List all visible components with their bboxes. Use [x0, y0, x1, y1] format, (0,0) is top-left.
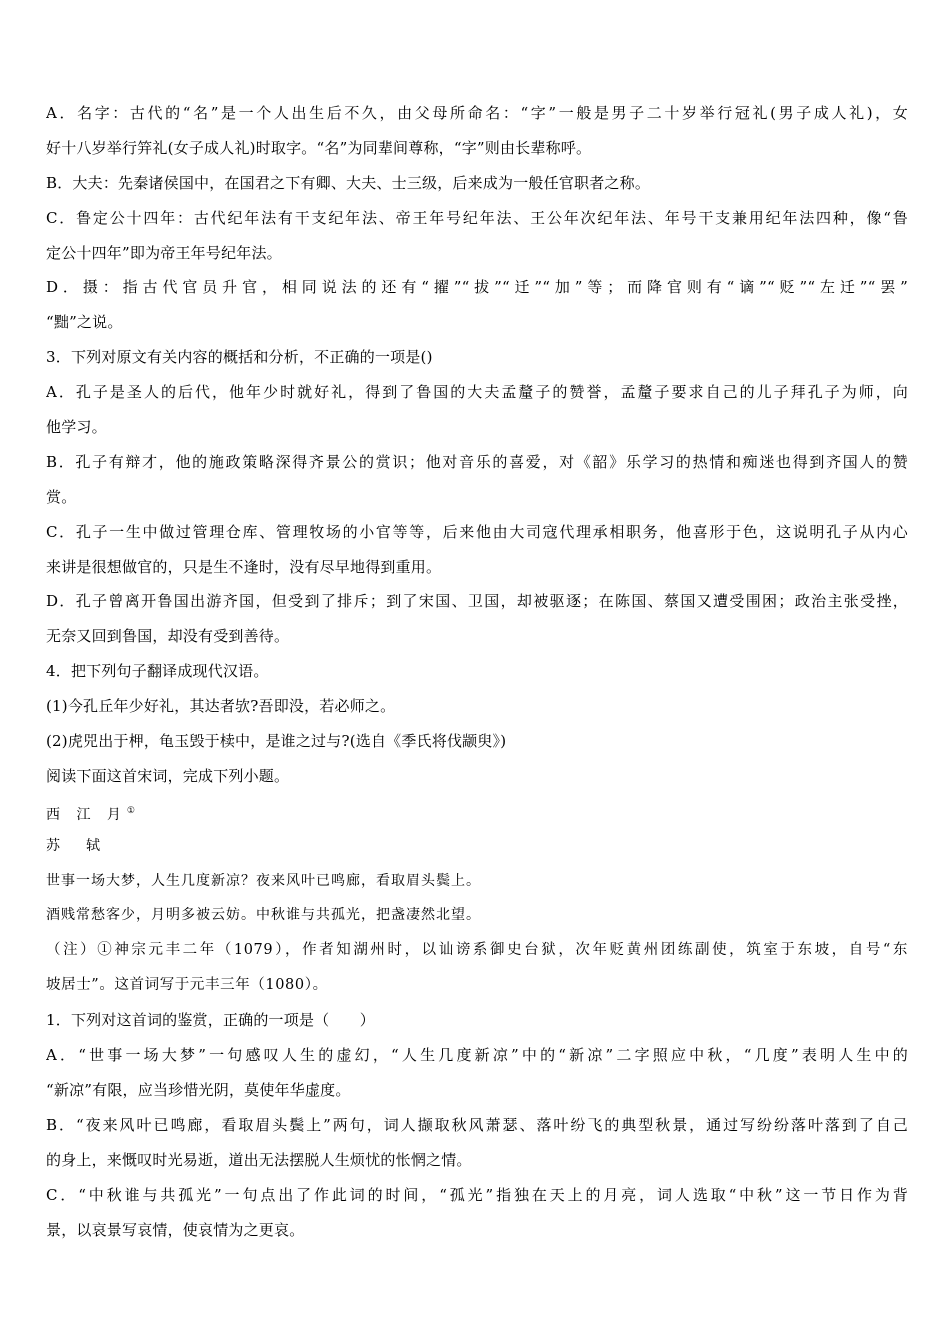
q3-option-a-line-2: 他学习。	[46, 418, 107, 437]
q1-option-c-line-2: 景，以哀景写哀情，使哀情为之更哀。	[46, 1220, 305, 1239]
poem-title-footnote-mark: ①	[126, 805, 135, 816]
question-3-stem: 3．下列对原文有关内容的概括和分析，不正确的一项是()	[46, 348, 433, 367]
q1-option-b-line-2: 的身上，来慨叹时光易逝，道出无法摆脱人生烦忧的怅惘之情。	[46, 1150, 472, 1169]
poem-stanza-1: 世事一场大梦，人生几度新凉？夜来风叶已鸣廊，看取眉头鬓上。	[46, 872, 481, 889]
question-4-stem: 4．把下列句子翻译成现代汉语。	[46, 662, 269, 681]
option-b-dafu: B．大夫：先秦诸侯国中，在国君之下有卿、大夫、士三级，后来成为一般任官职者之称。	[46, 173, 651, 192]
option-a-name-line-2: 好十八岁举行笄礼(女子成人礼)时取字。“名”为同辈间尊称，“字”则由长辈称呼。	[46, 138, 592, 157]
q1-option-c-line-1: C．“中秋谁与共孤光”一句点出了作此词的时间，“孤光”指独在天上的月亮，词人选取“中秋”这一节日作为背	[46, 1185, 908, 1204]
q1-option-a-line-2: “新凉”有限，应当珍惜光阴，莫使年华虚度。	[46, 1080, 351, 1099]
q3-option-a-line-1: A．孔子是圣人的后代，他年少时就好礼，得到了鲁国的大夫孟釐子的赞誉，孟釐子要求自己的儿子拜孔子为师，向	[46, 383, 908, 402]
q1-option-b-line-1: B．“夜来风叶已鸣廊，看取眉头鬓上”两句，词人撷取秋风萧瑟、落叶纷飞的典型秋景，通过写纷纷落叶落到了自己	[46, 1115, 908, 1134]
poem-title	[46, 794, 908, 829]
question-1-stem: 1．下列对这首词的鉴赏，正确的一项是（ ）	[46, 1011, 375, 1030]
q3-option-d-line-2: 无奈又回到鲁国，却没有受到善待。	[46, 627, 290, 646]
q3-option-b-line-1: B．孔子有辩才，他的施政策略深得齐景公的赏识；他对音乐的喜爱，对《韶》乐学习的热情和痴迷也得到齐国人的赞	[46, 452, 908, 471]
q4-sentence-1: (1)今孔丘年少好礼，其达者欤?吾即没，若必师之。	[46, 697, 396, 716]
document-page	[46, 96, 908, 1247]
poem-author: 苏 轼	[46, 837, 106, 854]
poem-note-line-1: （注）①神宗元丰二年（1079），作者知湖州时，以讪谤系御史台狱，次年贬黄州团练副使，筑室于东坡，自号“东	[46, 942, 908, 959]
option-c-year-line-2: 定公十四年”即为帝王年号纪年法。	[46, 243, 282, 262]
q1-option-a-line-1: A．“世事一场大梦”一句感叹人生的虚幻，“人生几度新凉”中的“新凉”二字照应中秋，“几度”表明人生中的	[46, 1046, 908, 1065]
q3-option-c-line-1: C．孔子一生中做过管理仓库、管理牧场的小官等等，后来他由大司寇代理承相职务，他喜形于色，这说明孔子从内心	[46, 522, 908, 541]
reading-instruction: 阅读下面这首宋词，完成下列小题。	[46, 766, 290, 785]
option-c-year-line-1: C．鲁定公十四年：古代纪年法有干支纪年法、帝王年号纪年法、王公年次纪年法、年号干支兼用纪年法四种，像“鲁	[46, 208, 908, 227]
q3-option-d-line-1: D．孔子曾离开鲁国出游齐国，但受到了排斥；到了宋国、卫国，却被驱逐；在陈国、蔡国又遭受围困；政治主张受挫，	[46, 592, 908, 611]
q3-option-c-line-2: 来讲是很想做官的，只是生不逢时，没有尽早地得到重用。	[46, 557, 442, 576]
poem-note-line-2: 坡居士”。这首词写于元丰三年（1080）。	[46, 977, 328, 994]
poem-title-text: 西 江 月	[46, 806, 127, 823]
q4-sentence-2: (2)虎兕出于柙，龟玉毁于椟中，是谁之过与?(选自《季氏将伐颛臾》)	[46, 732, 507, 751]
option-a-name-line-1: A．名字：古代的“名”是一个人出生后不久，由父母所命名：“字”一般是男子二十岁举行冠礼(男子成人礼)，女	[46, 104, 908, 122]
q3-option-b-line-2: 赏。	[46, 487, 77, 506]
poem-stanza-2: 酒贱常愁客少，月明多被云妨。中秋谁与共孤光，把盏凄然北望。	[46, 907, 481, 924]
option-d-she-line-2: “黜”之说。	[46, 313, 123, 332]
option-d-she-line-1: D．摄：指古代官员升官，相同说法的还有“擢”“拔”“迁”“加”等；而降官则有“谪”“贬”“左迁”“罢”	[46, 278, 908, 297]
